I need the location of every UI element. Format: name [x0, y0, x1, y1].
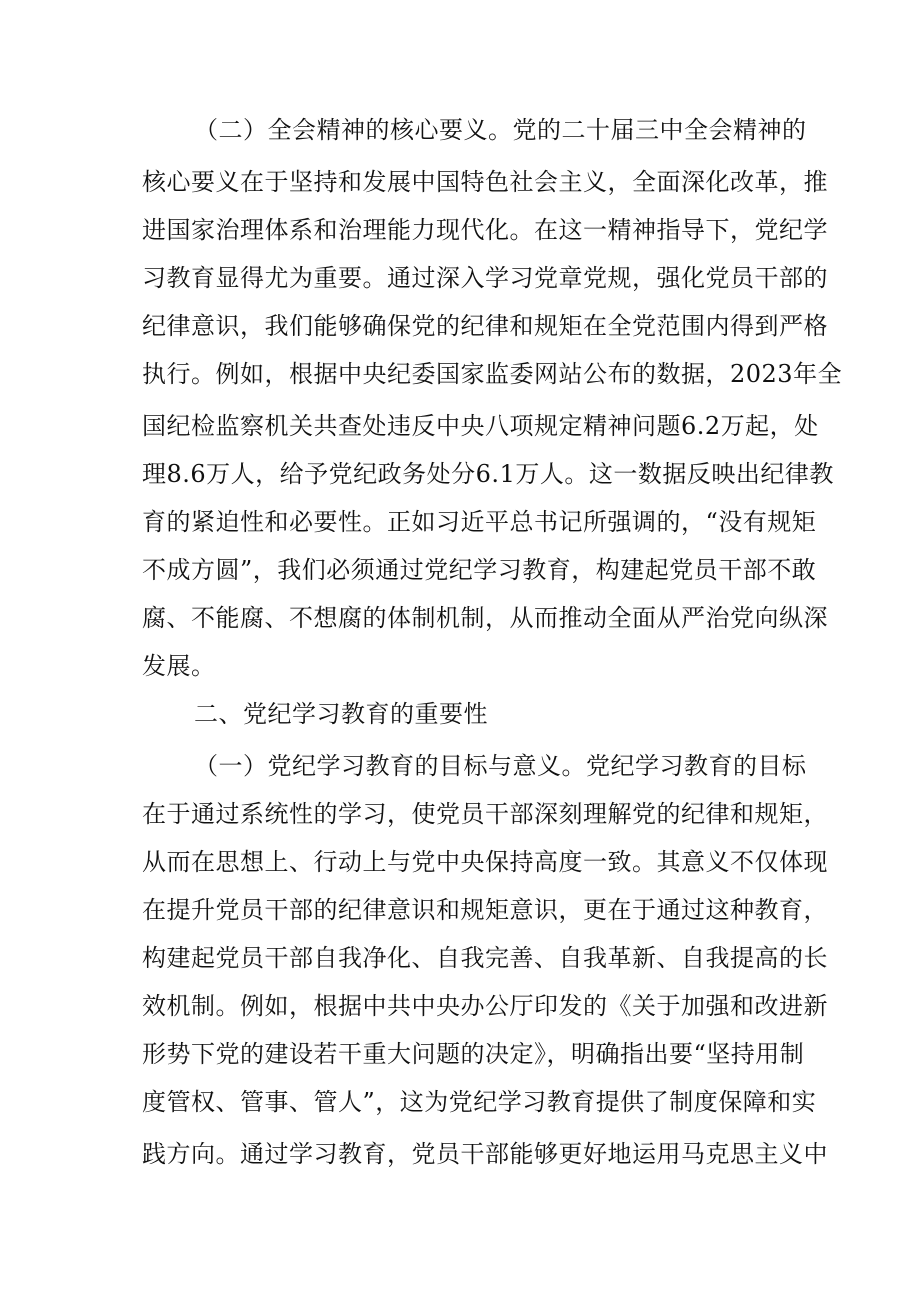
- paragraph-line: 践方向。通过学习教育，党员干部能够更好地运用马克思主义中: [142, 1140, 828, 1168]
- paragraph-line: 纪律意识，我们能够确保党的纪律和规矩在全党范围内得到严格: [142, 312, 828, 340]
- paragraph-line: 腐、不能腐、不想腐的体制机制，从而推动全面从严治党向纵深: [142, 604, 828, 632]
- paragraph-line: 习教育显得尤为重要。通过深入学习党章党规，强化党员干部的: [142, 264, 828, 292]
- paragraph-line: 形势下党的建设若干重大问题的决定》，明确指出要“坚持用制: [142, 1040, 805, 1068]
- section-heading: 二、党纪学习教育的重要性: [194, 700, 488, 728]
- paragraph-line: （一）党纪学习教育的目标与意义。党纪学习教育的目标: [194, 752, 807, 780]
- paragraph-line: （二）全会精神的核心要义。党的二十届三中全会精神的: [194, 116, 807, 144]
- paragraph-line: 核心要义在于坚持和发展中国特色社会主义，全面深化改革，推: [142, 168, 828, 196]
- paragraph-line: 在于通过系统性的学习，使党员干部深刻理解党的纪律和规矩，: [142, 800, 828, 828]
- paragraph-line: 构建起党员干部自我净化、自我完善、自我革新、自我提高的长: [142, 944, 828, 972]
- paragraph-line: 进国家治理体系和治理能力现代化。在这一精神指导下，党纪学: [142, 216, 828, 244]
- paragraph-line: 从而在思想上、行动上与党中央保持高度一致。其意义不仅体现: [142, 848, 828, 876]
- paragraph-line: 不成方圆”，我们必须通过党纪学习教育，构建起党员干部不敢: [142, 556, 817, 584]
- paragraph-line: 理8.6万人，给予党纪政务处分6.1万人。这一数据反映出纪律教: [142, 460, 834, 488]
- paragraph-line: 国纪检监察机关共查处违反中央八项规定精神问题6.2万起，处: [142, 412, 819, 440]
- paragraph-line: 效机制。例如，根据中共中央办公厅印发的《关于加强和改进新: [142, 992, 828, 1020]
- paragraph-line: 在提升党员干部的纪律意识和规矩意识，更在于通过这种教育，: [142, 896, 828, 924]
- paragraph-line: 育的紧迫性和必要性。正如习近平总书记所强调的，“没有规矩: [142, 508, 817, 536]
- paragraph-line: 发展。: [142, 652, 216, 680]
- paragraph-line: 度管权、管事、管人”，这为党纪学习教育提供了制度保障和实: [142, 1088, 817, 1116]
- paragraph-line: 执行。例如，根据中央纪委国家监委网站公布的数据，2023年全: [142, 360, 843, 388]
